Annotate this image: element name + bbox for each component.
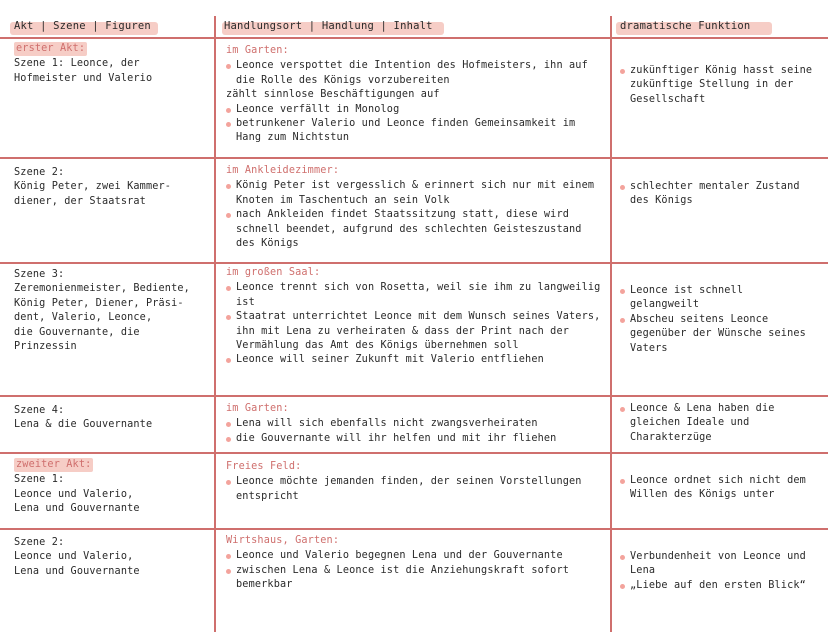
row-4-figures <box>14 404 210 433</box>
figures-line: Lena & die Gouvernante <box>14 419 153 431</box>
content-item: zwischen Lena & Leonce ist die Anziehungskraft sofort bemerkbar <box>226 564 606 593</box>
row-5-figures <box>14 458 210 517</box>
row-2-function <box>620 180 816 209</box>
row-3-figures <box>14 268 210 354</box>
content-item: Leonce trennt sich von Rosetta, weil sie ihm zu langweilig ist <box>226 281 606 310</box>
function-item: zukünftiger König hasst seine zukünftige Stellung in der Gesellschaft <box>620 64 816 107</box>
scene-title: Szene 1: <box>14 58 65 70</box>
content-item: Lena will sich ebenfalls nicht zwangsverheiraten <box>226 417 606 431</box>
place-title: im großen Saal: <box>226 267 321 278</box>
scene-title: Szene 4: <box>14 405 65 416</box>
figures-line: Leonce und Valerio, <box>14 488 134 500</box>
header-col-function: dramatische Funktion <box>620 20 751 32</box>
scene-title: Szene 1: <box>14 474 65 486</box>
content-item: Leonce verspottet die Intention des Hofmeisters, ihn auf die Rolle des Königs vorzubereiten <box>226 59 606 88</box>
row-divider <box>0 528 828 530</box>
row-5-content <box>226 460 606 504</box>
row-4-content <box>226 402 606 446</box>
row-6-function <box>620 550 816 593</box>
row-divider <box>0 452 828 454</box>
row-5-function <box>620 474 816 503</box>
content-item: König Peter ist vergesslich & erinnert sich nur mit einem Knoten im Taschentuch an sein Volk <box>226 179 606 208</box>
place-title: Wirtshaus, Garten: <box>226 535 340 546</box>
header-col-content: Handlungsort | Handlung | Inhalt <box>224 20 433 32</box>
row-1-content <box>226 44 606 146</box>
figures-line: diener, der Staatsrat <box>14 195 146 207</box>
act-title: zweiter Akt: <box>14 458 93 472</box>
scene-title: Szene 2: <box>14 167 65 178</box>
content-item: betrunkener Valerio und Leonce finden Gemeinsamkeit im Hang zum Nichtstun <box>226 117 606 146</box>
place-title: Freies Feld: <box>226 461 302 472</box>
row-divider <box>0 37 828 39</box>
place-title: im Garten: <box>226 45 289 56</box>
column-divider <box>214 16 216 632</box>
place-title: im Ankleidezimmer: <box>226 165 340 176</box>
figures-line: König Peter, Diener, Präsi- <box>14 297 184 309</box>
figures-line: Leonce, der <box>70 58 140 70</box>
header-col-figures: Akt | Szene | Figuren <box>14 20 151 32</box>
row-4-function <box>620 402 816 445</box>
function-item: schlechter mentaler Zustand des Königs <box>620 180 816 209</box>
content-item: nach Ankleiden findet Staatssitzung statt, diese wird schnell beendet, aufgrund des schlechten Geisteszustand des Königs <box>226 208 606 251</box>
scene-title: Szene 2: <box>14 537 65 548</box>
content-item: die Gouvernante will ihr helfen und mit ihr fliehen <box>226 432 606 446</box>
function-item: Verbundenheit von Leonce und Lena <box>620 550 816 579</box>
content-item: Leonce verfällt in Monolog <box>226 103 606 117</box>
row-1-figures <box>14 42 210 86</box>
act-title: erster Akt: <box>14 42 87 56</box>
function-item: Leonce & Lena haben die gleichen Ideale und Charakterzüge <box>620 402 816 445</box>
figures-line: König Peter, zwei Kammer- <box>14 181 172 193</box>
content-item: Leonce will seiner Zukunft mit Valerio entfliehen <box>226 353 606 367</box>
function-item: Abscheu seitens Leonce gegenüber der Wünsche seines Vaters <box>620 313 816 356</box>
row-2-content <box>226 164 606 251</box>
function-item: Leonce ist schnell gelangweilt <box>620 284 816 313</box>
figures-line: Leonce und Valerio, <box>14 551 134 563</box>
figures-line: Zeremonienmeister, Bediente, <box>14 283 190 295</box>
figures-line: Lena und Gouvernante <box>14 503 140 515</box>
content-item: zählt sinnlose Beschäftigungen auf <box>226 89 440 101</box>
row-6-figures <box>14 536 210 579</box>
column-divider <box>610 16 612 632</box>
row-divider <box>0 157 828 159</box>
content-item: Leonce und Valerio begegnen Lena und der Gouvernante <box>226 549 606 563</box>
figures-line: Lena und Gouvernante <box>14 565 140 577</box>
figures-line: die Gouvernante, die <box>14 326 140 338</box>
row-6-content <box>226 534 606 593</box>
content-item: Staatrat unterrichtet Leonce mit dem Wunsch seines Vaters, ihn mit Lena zu verheiraten & dass der Print nach der Vermählung das Amt des Königs übernehmen soll <box>226 310 606 353</box>
row-3-content <box>226 266 606 368</box>
figures-line: Prinzessin <box>14 341 77 353</box>
figures-line: Hofmeister und Valerio <box>14 72 153 84</box>
figures-line: dent, Valerio, Leonce, <box>14 312 153 324</box>
function-item: Leonce ordnet sich nicht dem Willen des Königs unter <box>620 474 816 503</box>
row-divider <box>0 262 828 264</box>
row-1-function <box>620 64 816 107</box>
scene-title: Szene 3: <box>14 269 65 280</box>
content-item: Leonce möchte jemanden finden, der seinen Vorstellungen entspricht <box>226 475 606 504</box>
place-title: im Garten: <box>226 403 289 414</box>
row-2-figures <box>14 166 210 209</box>
function-item: „Liebe auf den ersten Blick“ <box>620 579 816 593</box>
row-3-function <box>620 284 816 356</box>
row-divider <box>0 395 828 397</box>
